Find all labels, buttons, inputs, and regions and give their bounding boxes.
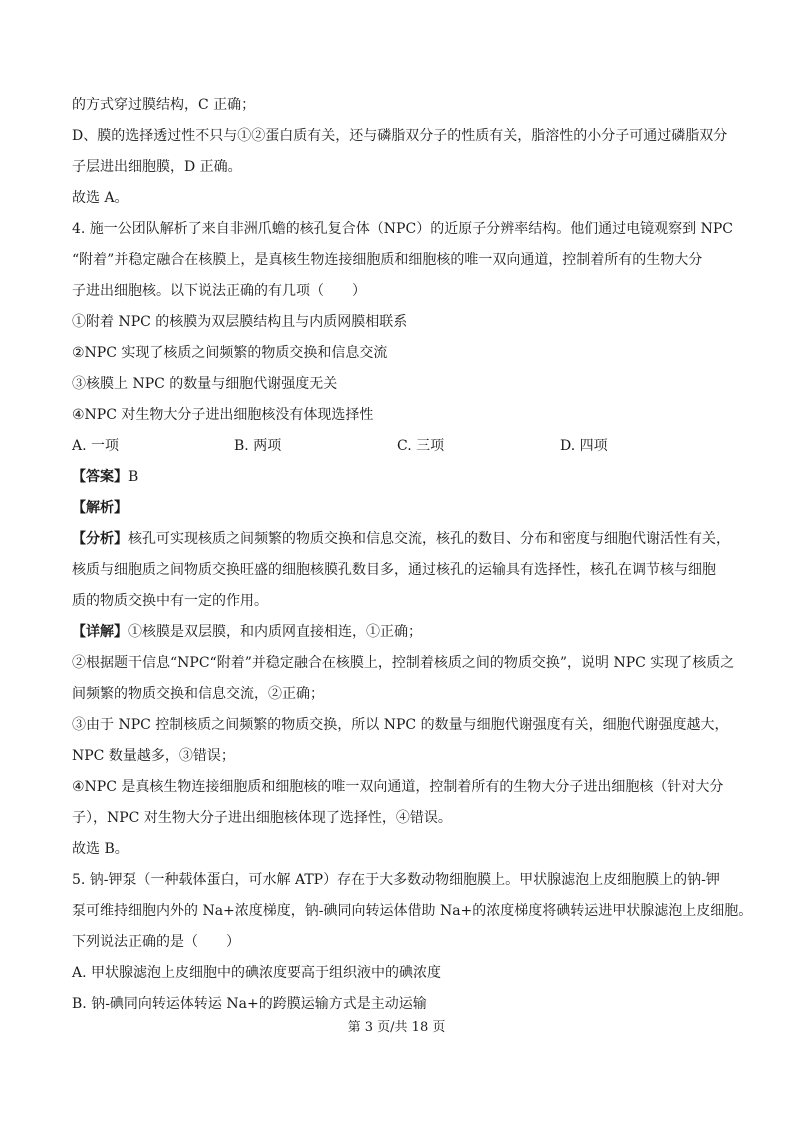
text-line: 间频繁的物质交换和信息交流，②正确； — [72, 686, 324, 702]
question-4-stem: 4. 施一公团队解析了来自非洲爪蟾的核孔复合体（NPC）的近原子分辨率结构。他们通过电镜观察到 NPC — [72, 221, 734, 237]
text-line: ③由于 NPC 控制核质之间频繁的物质交换，所以 NPC 的数量与细胞代谢强度有关，细胞代谢强度越大， — [72, 717, 729, 733]
question-5-option-b: B. 钠-碘同向转运体转运 Na+的跨膜运输方式是主动运输 — [72, 996, 427, 1012]
question-5-stem: 泵可维持细胞内外的 Na+浓度梯度，钠-碘同向转运体借助 Na+的浓度梯度将碘转运进甲状腺滤泡上皮细胞。 — [72, 903, 753, 919]
statement-3: ③核膜上 NPC 的数量与细胞代谢强度无关 — [72, 376, 338, 392]
xiangjie-line — [72, 617, 722, 648]
page-footer: 第 3 页/共 18 页 — [347, 1020, 446, 1035]
analysis-heading — [72, 493, 722, 524]
fenxi-tag: 【分析】 — [72, 531, 128, 547]
option-c: C. 三项 — [397, 438, 445, 454]
text-line: 故选 A。 — [72, 190, 129, 206]
question-4-stem: 子进出细胞核。以下说法正确的有几项（ ） — [72, 283, 366, 299]
answer-tag: 【答案】 — [72, 469, 128, 485]
xiangjie-text: ①核膜是双层膜，和内质网直接相连，①正确； — [128, 624, 422, 640]
fenxi-line — [72, 524, 730, 555]
option-d: D. 四项 — [560, 438, 608, 454]
statement-1: ①附着 NPC 的核膜为双层膜结构且与内质网膜相联系 — [72, 314, 408, 330]
statement-2: ②NPC 实现了核质之间频繁的物质交换和信息交流 — [72, 345, 388, 361]
text-line: ②根据题干信息“NPC“附着”并稳定融合在核膜上，控制着核质之间的物质交换”，说明 NPC 实现了核质之 — [72, 655, 735, 671]
page-content — [72, 90, 753, 1020]
analysis-tag: 【解析】 — [72, 500, 128, 516]
statement-4: ④NPC 对生物大分子进出细胞核没有体现选择性 — [72, 407, 374, 423]
fenxi-text: 质的物质交换中有一定的作用。 — [72, 593, 268, 609]
text-line: D、膜的选择透过性不只与①②蛋白质有关，还与磷脂双分子的性质有关，脂溶性的小分子可通过磷脂双分 — [72, 128, 728, 144]
text-line: 故选 B。 — [72, 841, 129, 857]
answer-value: B — [128, 469, 139, 485]
question-4-options — [72, 431, 722, 462]
text-line: 子），NPC 对生物大分子进出细胞核体现了选择性，④错误。 — [72, 810, 452, 826]
text-line: 子层进出细胞膜，D 正确。 — [72, 159, 242, 175]
fenxi-text: 核质与细胞质之间物质交换旺盛的细胞核膜孔数目多，通过核孔的运输具有选择性，核孔在调节核与细胞 — [72, 562, 716, 578]
option-b: B. 两项 — [234, 438, 282, 454]
question-5-stem: 5. 钠-钾泵（一种载体蛋白，可水解 ATP）存在于大多数动物细胞膜上。甲状腺滤泡上皮细胞膜上的钠-钾 — [72, 872, 720, 888]
answer-line — [72, 462, 722, 493]
question-5-stem: 下列说法正确的是（ ） — [72, 934, 240, 950]
xiangjie-tag: 【详解】 — [72, 624, 128, 640]
text-line: 的方式穿过膜结构，C 正确； — [72, 97, 256, 113]
question-4-stem: “附着”并稳定融合在核膜上，是真核生物连接细胞质和细胞核的唯一双向通道，控制着所有的生物大分 — [72, 252, 703, 268]
text-line: ④NPC 是真核生物连接细胞质和细胞核的唯一双向通道，控制着所有的生物大分子进出细胞核（针对大分 — [72, 779, 724, 795]
question-5-option-a: A. 甲状腺滤泡上皮细胞中的碘浓度要高于组织液中的碘浓度 — [72, 965, 442, 981]
fenxi-text: 核孔可实现核质之间频繁的物质交换和信息交流，核孔的数目、分布和密度与细胞代谢活性有关， — [128, 531, 730, 547]
text-line: NPC 数量越多，③错误； — [72, 748, 235, 764]
option-a: A. 一项 — [72, 438, 120, 454]
